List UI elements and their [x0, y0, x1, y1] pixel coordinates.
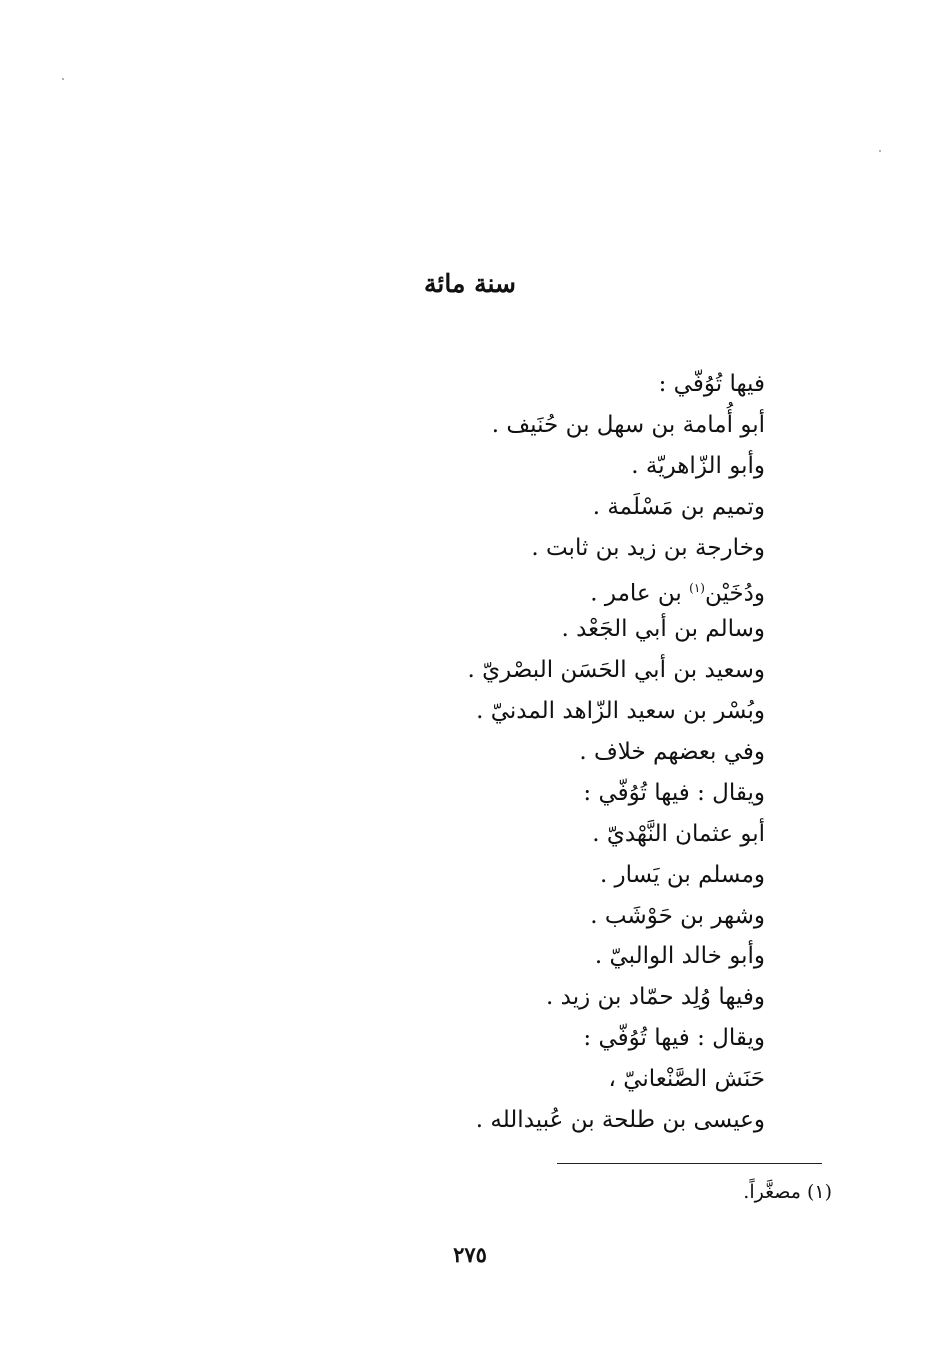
text-line: ويقال : فيها تُوُفّي :: [583, 1025, 765, 1052]
text-line: وأبو الزّاهريّة .: [631, 452, 765, 479]
footnote-text: (١) مصغَّراً.: [743, 1181, 832, 1203]
scan-speck: [879, 150, 881, 152]
text-line: وشهر بن حَوْشَب .: [590, 902, 765, 929]
name-text: ودُخَيْن: [704, 581, 765, 608]
text-line: أبو عثمان النَّهْديّ .: [592, 820, 765, 847]
text-line: [365, 568, 765, 609]
text-line: أبو أُمامة بن سهل بن حُنَيف .: [491, 411, 765, 438]
text-line: وخارجة بن زيد بن ثابت .: [531, 534, 765, 561]
footnote-marker: (١): [689, 581, 705, 596]
text-line: وفيها وُلِد حمّاد بن زيد .: [546, 984, 765, 1011]
obituary-list: [365, 364, 765, 1141]
scan-speck: [62, 78, 64, 80]
name-text: بن عامر .: [590, 581, 682, 608]
text-line: فيها تُوُفّي :: [658, 371, 765, 397]
text-line: وعيسى بن طلحة بن عُبيدالله .: [475, 1107, 765, 1134]
text-line: ويقال : فيها تُوُفّي :: [583, 779, 765, 806]
text-line: وتميم بن مَسْلَمة .: [592, 493, 765, 520]
text-line: وسعيد بن أبي الحَسَن البصْريّ .: [467, 657, 765, 684]
text-line: حَنَش الصَّنْعانيّ ،: [608, 1066, 765, 1093]
footnote-divider: [557, 1163, 822, 1164]
text-line: وبُسْر بن سعيد الزّاهد المدنيّ .: [476, 698, 765, 725]
text-line: وسالم بن أبي الجَعْد .: [561, 616, 765, 643]
text-line: ومسلم بن يَسار .: [599, 861, 765, 888]
text-line: وفي بعضهم خلاف .: [579, 739, 765, 766]
page-number: ٢٧٥: [453, 1242, 487, 1267]
text-line: وأبو خالد الوالبيّ .: [594, 943, 765, 970]
section-heading: سنة مائة: [424, 269, 516, 298]
